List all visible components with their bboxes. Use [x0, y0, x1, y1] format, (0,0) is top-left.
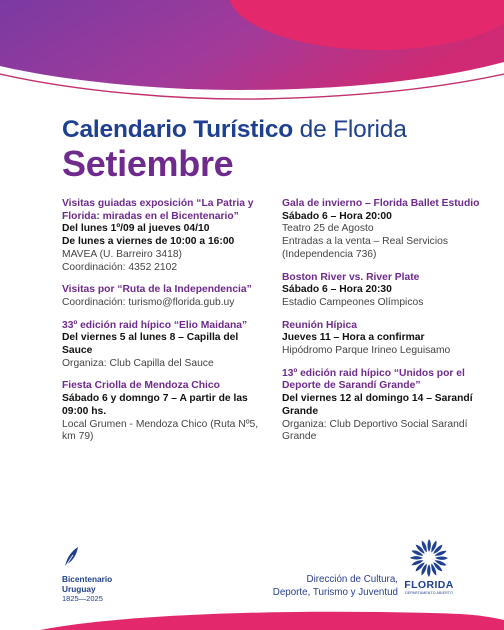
title-regular: de Florida: [299, 116, 407, 143]
event-date: Del viernes 12 al domingo 14 – Sarandí Grande: [282, 393, 473, 417]
event-date: Del viernes 5 al lunes 8 – Capilla del Sauce: [62, 332, 239, 357]
event-item: [282, 272, 482, 310]
header-decoration: [0, 0, 504, 120]
events-column-left: [62, 198, 267, 454]
bicentenario-name2: Uruguay: [62, 583, 96, 594]
florida-sun-icon: [409, 538, 449, 578]
event-detail: Coordinación: turismo@florida.gub.uy: [62, 296, 235, 308]
event-item: [282, 368, 482, 444]
sun-petal: [435, 557, 448, 560]
event-item: [282, 198, 482, 262]
page-title: [62, 116, 462, 144]
event-detail: Local Grumen - Mendoza Chico (Ruta Nº5, km 79): [62, 418, 259, 443]
sun-petal: [427, 564, 430, 577]
event-detail: Entradas a la venta – Real Servicios (Independencia 736): [282, 236, 448, 260]
event-title: Visitas por “Ruta de la Independencia”: [62, 284, 252, 296]
event-date: Sábado 6 – Hora 20:30: [282, 284, 392, 296]
feather-icon: [62, 546, 80, 568]
event-date: Sábado 6 – Hora 20:00: [282, 210, 392, 222]
bicentenario-logo: [62, 546, 142, 604]
event-detail: Estadio Campeones Olímpicos: [282, 296, 424, 308]
event-item: [62, 380, 267, 444]
event-detail: Teatro 25 de Agosto: [282, 223, 374, 235]
bicentenario-name1: Bicentenario: [62, 574, 113, 584]
event-title: Gala de invierno – Florida Ballet Estudio: [282, 198, 480, 209]
direccion-line1: Dirección de Cultura,: [306, 574, 398, 585]
event-date: Del lunes 1º/09 al jueves 04/10: [62, 223, 210, 235]
event-title: 33º edición raid hípico “Elio Maidana”: [62, 319, 248, 331]
event-detail: Hipódromo Parque Irineo Leguisamo: [282, 345, 451, 357]
title-block: [62, 116, 462, 184]
event-title: Fiesta Criolla de Mendoza Chico: [62, 380, 220, 392]
event-item: [62, 198, 267, 274]
sun-petal: [428, 539, 431, 552]
event-title: Boston River vs. River Plate: [282, 271, 420, 283]
events-column-right: [282, 198, 482, 454]
event-title: Reunión Hípica: [282, 319, 357, 331]
bicentenario-years: 1825—2025: [62, 594, 103, 603]
event-detail: Organiza: Club Deportivo Social Sarandí Grande: [282, 418, 468, 443]
event-title: 13º edición raid hípico “Unidos por el Deporte de Sarandí Grande”: [282, 367, 465, 392]
event-detail: MAVEA (U. Barreiro 3418): [62, 248, 182, 260]
direccion-line2: Deporte, Turismo y Juventud: [272, 586, 398, 598]
footer-decoration: [0, 600, 504, 630]
event-item: [62, 320, 267, 371]
event-item: [282, 320, 482, 358]
florida-subtitle: DEPARTAMENTO ABIERTO: [405, 591, 453, 595]
sun-petal: [410, 556, 423, 559]
event-detail: Organiza: Club Capilla del Sauce: [62, 357, 214, 369]
direccion-text: [198, 574, 398, 599]
month-title: Setiembre: [62, 143, 234, 184]
event-item: [62, 284, 267, 309]
title-bold: Calendario Turístico: [62, 116, 294, 143]
event-date: Sábado 6 y domngo 7 – A partir de las 09:00 hs.: [62, 393, 248, 417]
event-detail: Coordinación: 4352 2102: [62, 261, 178, 273]
event-date: De lunes a viernes de 10:00 a 16:00: [62, 236, 235, 248]
florida-logo: [400, 538, 458, 596]
event-title: Visitas guiadas exposición “La Patria y Florida: miradas en el Bicentenario”: [62, 198, 254, 222]
event-date: Jueves 11 – Hora a confirmar: [282, 332, 425, 344]
florida-name: FLORIDA: [404, 579, 454, 591]
